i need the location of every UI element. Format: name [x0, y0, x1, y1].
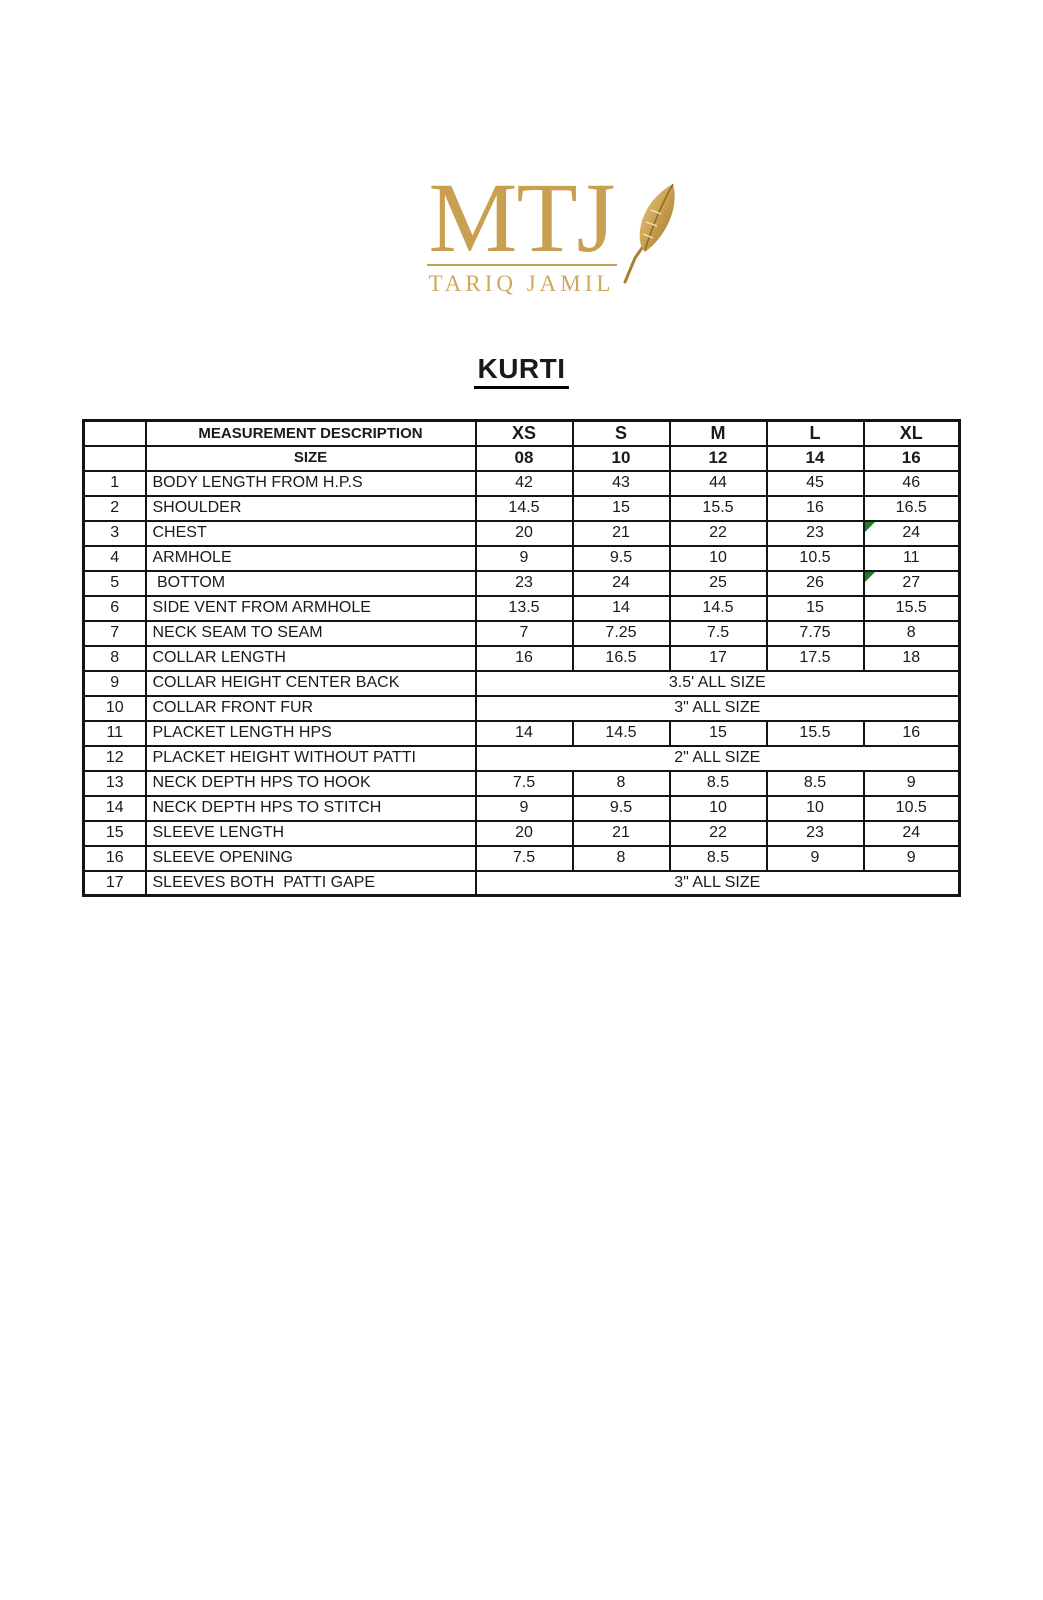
measurement-row — [84, 621, 960, 646]
measurement-value: 9 — [767, 846, 864, 871]
row-number: 1 — [84, 471, 146, 496]
measurement-value: 10.5 — [767, 546, 864, 571]
size-number-m: 12 — [670, 446, 767, 471]
measurement-value-with-comment-flag-icon: 24 — [864, 521, 960, 546]
measurement-description: COLLAR HEIGHT CENTER BACK — [146, 671, 476, 696]
measurement-value: 16 — [476, 646, 573, 671]
measurement-description: PLACKET HEIGHT WITHOUT PATTI — [146, 746, 476, 771]
measurement-value: 16 — [767, 496, 864, 521]
measurement-value: 24 — [864, 821, 960, 846]
measurement-description: COLLAR LENGTH — [146, 646, 476, 671]
measurement-description: NECK SEAM TO SEAM — [146, 621, 476, 646]
measurement-row — [84, 696, 960, 721]
measurement-value: 23 — [476, 571, 573, 596]
measurement-value: 15 — [670, 721, 767, 746]
all-size-value: 3" ALL SIZE — [476, 871, 960, 896]
measurement-description: CHEST — [146, 521, 476, 546]
brand-name: TARIQ JAMIL — [428, 271, 615, 296]
size-number-xs: 08 — [476, 446, 573, 471]
measurement-value: 8 — [864, 621, 960, 646]
row-number: 2 — [84, 496, 146, 521]
measurement-value: 17 — [670, 646, 767, 671]
measurement-value: 7.75 — [767, 621, 864, 646]
size-chart-body — [84, 471, 960, 896]
row-number: 17 — [84, 871, 146, 896]
row-number: 11 — [84, 721, 146, 746]
quill-feather-icon — [615, 180, 679, 288]
all-size-value: 3" ALL SIZE — [476, 696, 960, 721]
measurement-value: 16.5 — [573, 646, 670, 671]
measurement-value: 18 — [864, 646, 960, 671]
all-size-value: 3.5' ALL SIZE — [476, 671, 960, 696]
measurement-value: 17.5 — [767, 646, 864, 671]
measurement-value: 24 — [573, 571, 670, 596]
measurement-description: SIDE VENT FROM ARMHOLE — [146, 596, 476, 621]
measurement-row — [84, 646, 960, 671]
measurement-value: 7.25 — [573, 621, 670, 646]
measurement-value: 14.5 — [476, 496, 573, 521]
measurement-value: 10 — [670, 796, 767, 821]
measurement-value: 20 — [476, 521, 573, 546]
measurement-row — [84, 721, 960, 746]
measurement-value: 15.5 — [767, 721, 864, 746]
measurement-description: NECK DEPTH HPS TO HOOK — [146, 771, 476, 796]
measurement-value: 16.5 — [864, 496, 960, 521]
measurement-description: ARMHOLE — [146, 546, 476, 571]
measurement-value: 10 — [767, 796, 864, 821]
measurement-value: 8 — [573, 846, 670, 871]
measurement-value: 13.5 — [476, 596, 573, 621]
measurement-value: 11 — [864, 546, 960, 571]
measurement-value: 15 — [573, 496, 670, 521]
measurement-row — [84, 546, 960, 571]
measurement-description: SHOULDER — [146, 496, 476, 521]
row-number: 3 — [84, 521, 146, 546]
row-number: 9 — [84, 671, 146, 696]
measurement-description: SLEEVE LENGTH — [146, 821, 476, 846]
measurement-description: PLACKET LENGTH HPS — [146, 721, 476, 746]
measurement-value: 7.5 — [476, 846, 573, 871]
row-number: 16 — [84, 846, 146, 871]
corner-cell — [84, 421, 146, 446]
measurement-value: 43 — [573, 471, 670, 496]
measurement-value: 21 — [573, 521, 670, 546]
measurement-value: 25 — [670, 571, 767, 596]
measurement-description: SLEEVE OPENING — [146, 846, 476, 871]
measurement-row — [84, 471, 960, 496]
size-row-label: SIZE — [146, 446, 476, 471]
measurement-value: 14 — [573, 596, 670, 621]
corner-cell — [84, 446, 146, 471]
measurement-value: 14.5 — [670, 596, 767, 621]
measurement-value: 7.5 — [670, 621, 767, 646]
all-size-value: 2" ALL SIZE — [476, 746, 960, 771]
measurement-value: 23 — [767, 821, 864, 846]
measurement-value: 9 — [476, 796, 573, 821]
measurement-value: 9 — [864, 771, 960, 796]
row-number: 13 — [84, 771, 146, 796]
measurement-value: 10.5 — [864, 796, 960, 821]
measurement-description: NECK DEPTH HPS TO STITCH — [146, 796, 476, 821]
size-number-l: 14 — [767, 446, 864, 471]
measurement-value: 8.5 — [670, 771, 767, 796]
size-header-xl: XL — [864, 421, 960, 446]
description-header: MEASUREMENT DESCRIPTION — [146, 421, 476, 446]
measurement-row — [84, 871, 960, 896]
measurement-value: 8 — [573, 771, 670, 796]
row-number: 6 — [84, 596, 146, 621]
measurement-value: 15.5 — [670, 496, 767, 521]
measurement-value: 44 — [670, 471, 767, 496]
measurement-value: 9 — [864, 846, 960, 871]
document-title: KURTI — [474, 353, 568, 389]
measurement-value-with-comment-flag-icon: 27 — [864, 571, 960, 596]
measurement-row — [84, 521, 960, 546]
size-number-xl: 16 — [864, 446, 960, 471]
row-number: 7 — [84, 621, 146, 646]
measurement-description: COLLAR FRONT FUR — [146, 696, 476, 721]
size-header-xs: XS — [476, 421, 573, 446]
size-chart-table — [82, 419, 961, 897]
measurement-value: 23 — [767, 521, 864, 546]
measurement-value: 45 — [767, 471, 864, 496]
measurement-value: 16 — [864, 721, 960, 746]
measurement-value: 22 — [670, 821, 767, 846]
row-number: 10 — [84, 696, 146, 721]
measurement-row — [84, 746, 960, 771]
measurement-row — [84, 821, 960, 846]
measurement-value: 42 — [476, 471, 573, 496]
header-row-size-numbers — [84, 446, 960, 471]
measurement-value: 9 — [476, 546, 573, 571]
measurement-value: 8.5 — [767, 771, 864, 796]
measurement-value: 7 — [476, 621, 573, 646]
measurement-description: BOTTOM — [146, 571, 476, 596]
brand-logo — [427, 162, 617, 297]
measurement-value: 9.5 — [573, 796, 670, 821]
row-number: 12 — [84, 746, 146, 771]
measurement-value: 7.5 — [476, 771, 573, 796]
measurement-row — [84, 596, 960, 621]
measurement-row — [84, 846, 960, 871]
size-header-s: S — [573, 421, 670, 446]
size-header-m: M — [670, 421, 767, 446]
header-row-sizes — [84, 421, 960, 446]
size-chart-header — [84, 421, 960, 471]
row-number: 4 — [84, 546, 146, 571]
row-number: 5 — [84, 571, 146, 596]
measurement-row — [84, 571, 960, 596]
measurement-row — [84, 671, 960, 696]
row-number: 15 — [84, 821, 146, 846]
brand-monogram: MTJ — [428, 162, 615, 273]
row-number: 8 — [84, 646, 146, 671]
measurement-value: 14.5 — [573, 721, 670, 746]
measurement-value: 22 — [670, 521, 767, 546]
measurement-value: 8.5 — [670, 846, 767, 871]
measurement-value: 26 — [767, 571, 864, 596]
row-number: 14 — [84, 796, 146, 821]
size-header-l: L — [767, 421, 864, 446]
measurement-row — [84, 796, 960, 821]
measurement-value: 21 — [573, 821, 670, 846]
measurement-value: 10 — [670, 546, 767, 571]
header-area — [0, 0, 1043, 297]
measurement-value: 46 — [864, 471, 960, 496]
measurement-value: 15.5 — [864, 596, 960, 621]
measurement-row — [84, 496, 960, 521]
measurement-value: 15 — [767, 596, 864, 621]
measurement-value: 20 — [476, 821, 573, 846]
measurement-value: 9.5 — [573, 546, 670, 571]
measurement-value: 14 — [476, 721, 573, 746]
measurement-description: BODY LENGTH FROM H.P.S — [146, 471, 476, 496]
size-number-s: 10 — [573, 446, 670, 471]
measurement-row — [84, 771, 960, 796]
measurement-description: SLEEVES BOTH PATTI GAPE — [146, 871, 476, 896]
document-title-wrap — [0, 353, 1043, 393]
